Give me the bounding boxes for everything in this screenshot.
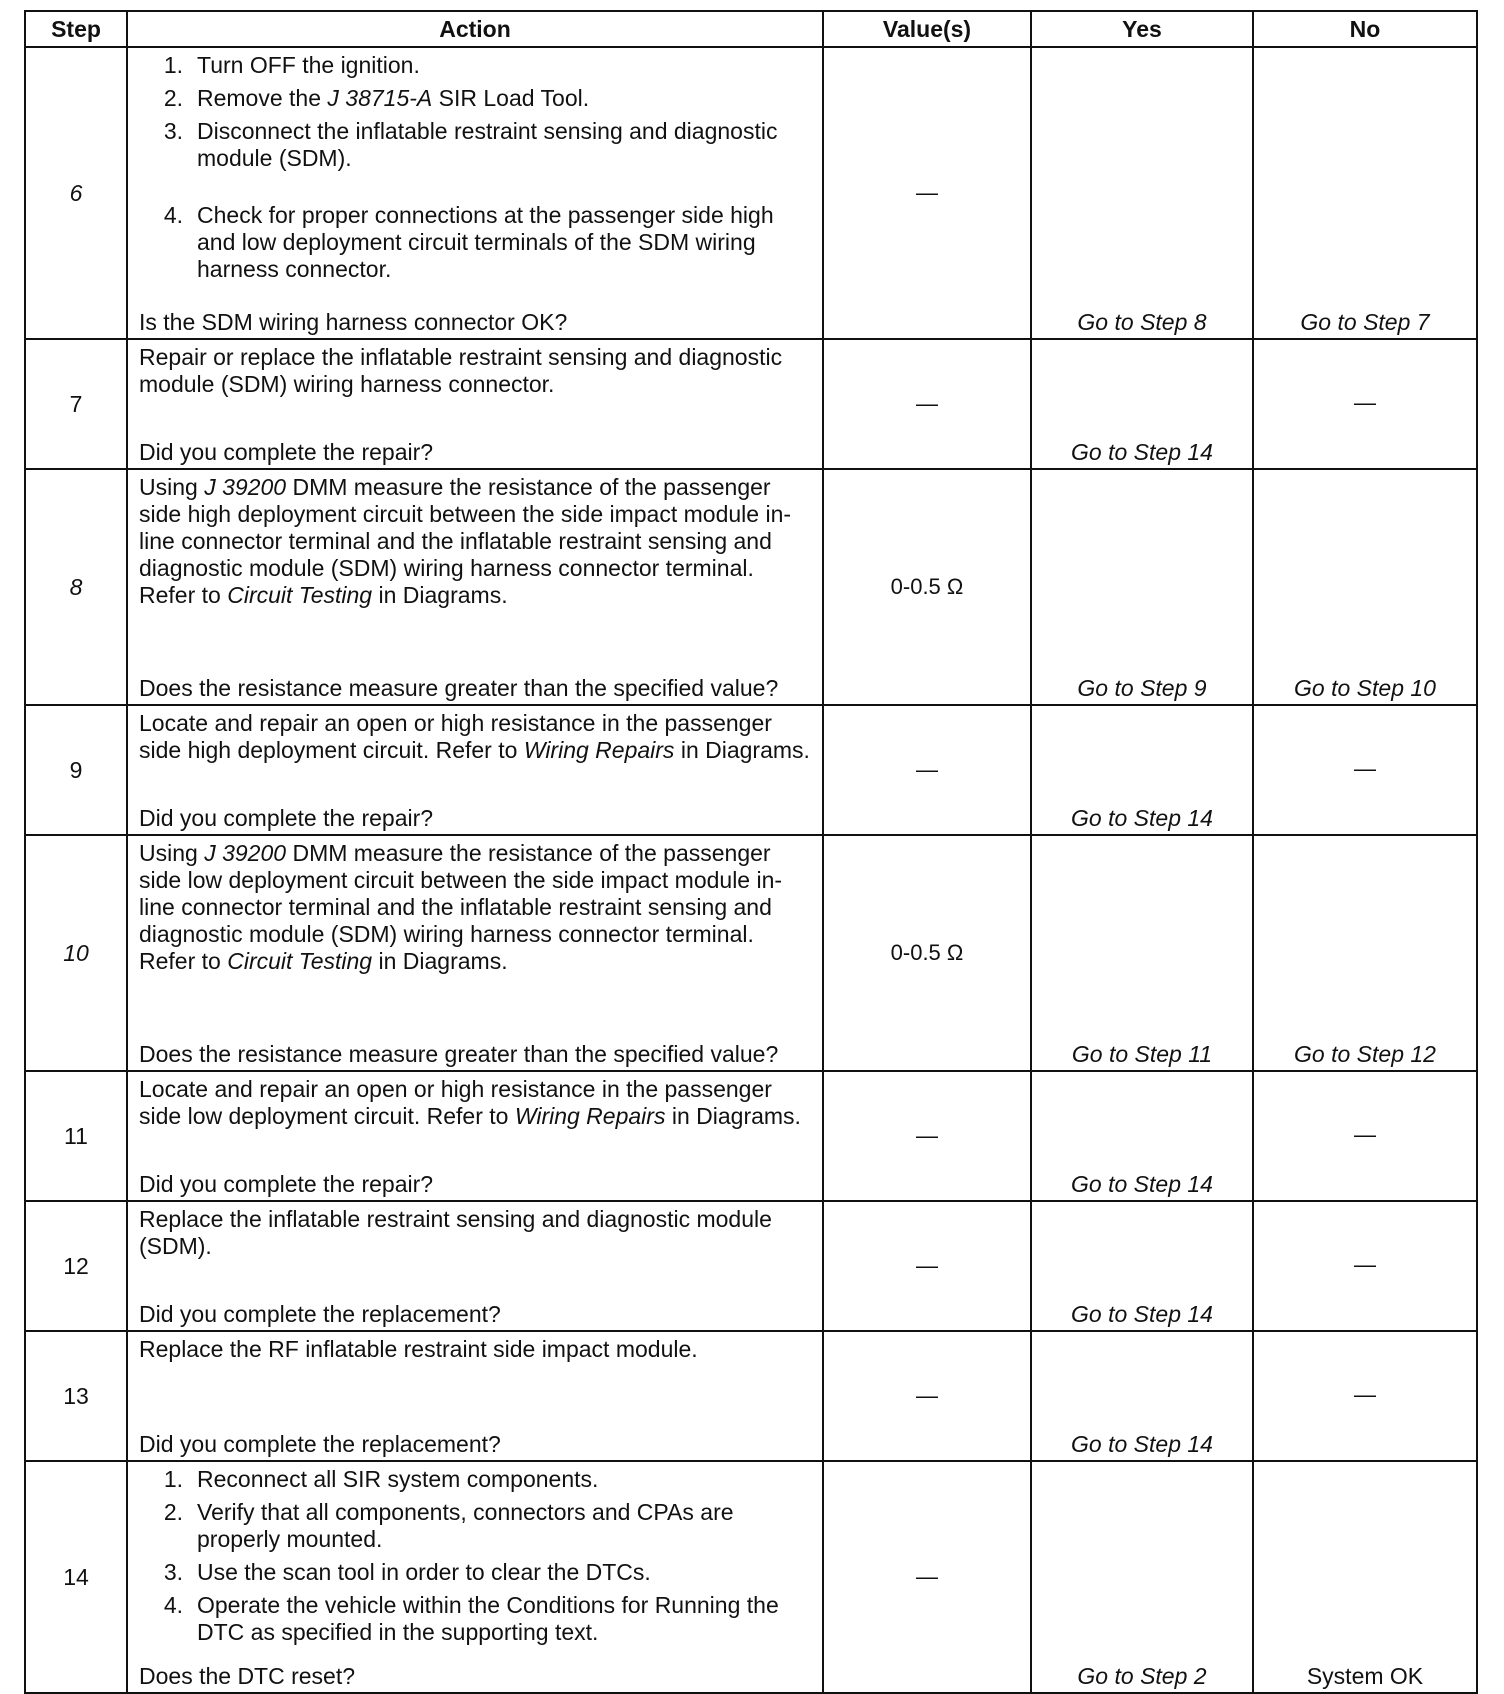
- table-row-step-13: [25, 1331, 1477, 1461]
- no-cell: —: [1253, 705, 1477, 835]
- list-item: 3. Use the scan tool in order to clear the DTCs.: [163, 1559, 651, 1585]
- step-number: 8: [25, 469, 127, 705]
- value-cell: —: [823, 339, 1031, 469]
- no-cell: —: [1253, 1071, 1477, 1201]
- action-text: Locate and repair an open or high resistance in the passenger side high deployment circuit. Refer to Wiring Repairs in Diagrams.: [139, 710, 810, 763]
- action-cell: [127, 1201, 823, 1331]
- table-row-step-12: [25, 1201, 1477, 1331]
- list-item: 4. Check for proper connections at the passenger side high and low deployment circuit terminals of the SDM wiring harness connector.: [163, 202, 774, 282]
- table-row-step-6: [25, 47, 1477, 339]
- table-row-step-7: [25, 339, 1477, 469]
- list-item: 1. Turn OFF the ignition.: [163, 52, 420, 78]
- question: Does the resistance measure greater than the specified value?: [139, 675, 779, 701]
- yes-cell: Go to Step 14: [1031, 705, 1253, 835]
- value-cell: —: [823, 705, 1031, 835]
- value-cell: —: [823, 1071, 1031, 1201]
- step-number: 6: [25, 47, 127, 339]
- step-number: 14: [25, 1461, 127, 1693]
- list-item: 1. Reconnect all SIR system components.: [163, 1466, 599, 1492]
- yes-cell: Go to Step 11: [1031, 835, 1253, 1071]
- no-cell: —: [1253, 339, 1477, 469]
- list-item: 2. Verify that all components, connectors and CPAs are properly mounted.: [163, 1499, 734, 1552]
- action-cell: [127, 705, 823, 835]
- yes-cell: Go to Step 8: [1031, 47, 1253, 339]
- table-row-step-11: [25, 1071, 1477, 1201]
- yes-cell: Go to Step 14: [1031, 1201, 1253, 1331]
- step-number: 7: [25, 339, 127, 469]
- action-cell: [127, 1331, 823, 1461]
- question: Did you complete the repair?: [139, 805, 434, 831]
- action-cell: [127, 339, 823, 469]
- question: Did you complete the repair?: [139, 439, 434, 465]
- value-cell: —: [823, 1331, 1031, 1461]
- header-values: Value(s): [823, 11, 1031, 47]
- yes-cell: Go to Step 14: [1031, 339, 1253, 469]
- question: Did you complete the repair?: [139, 1171, 434, 1197]
- list-item: 3. Disconnect the inflatable restraint sensing and diagnostic module (SDM).: [163, 118, 778, 171]
- yes-cell: Go to Step 14: [1031, 1071, 1253, 1201]
- step-number: 13: [25, 1331, 127, 1461]
- value-cell: —: [823, 1201, 1031, 1331]
- question: Is the SDM wiring harness connector OK?: [139, 309, 568, 335]
- yes-cell: Go to Step 14: [1031, 1331, 1253, 1461]
- action-cell: [127, 1071, 823, 1201]
- action-text: Using J 39200 DMM measure the resistance of the passenger side high deployment circuit between the side impact module in-line connector terminal and the inflatable restraint sensing and diagnostic module (SDM) wiring harness connector terminal. Refer to Circuit Testing in Diagrams.: [139, 474, 792, 608]
- no-cell: Go to Step 7: [1253, 47, 1477, 339]
- list-item: 2. Remove the J 38715-A SIR Load Tool.: [163, 85, 590, 111]
- action-text: Repair or replace the inflatable restraint sensing and diagnostic module (SDM) wiring harness connector.: [139, 344, 783, 397]
- question: Does the DTC reset?: [139, 1663, 356, 1689]
- question: Does the resistance measure greater than the specified value?: [139, 1041, 779, 1067]
- table-row-step-8: [25, 469, 1477, 705]
- header-yes: Yes: [1031, 11, 1253, 47]
- header-row: [25, 11, 1477, 47]
- value-cell: —: [823, 1461, 1031, 1693]
- list-item: 4. Operate the vehicle within the Conditions for Running the DTC as specified in the supporting text.: [163, 1592, 779, 1645]
- question: Did you complete the replacement?: [139, 1431, 501, 1457]
- action-cell: [127, 1461, 823, 1693]
- action-cell: [127, 469, 823, 705]
- step-number: 9: [25, 705, 127, 835]
- value-cell: 0-0.5 Ω: [823, 469, 1031, 705]
- action-cell: [127, 835, 823, 1071]
- header-no: No: [1253, 11, 1477, 47]
- value-cell: —: [823, 47, 1031, 339]
- no-cell: Go to Step 10: [1253, 469, 1477, 705]
- action-text: Replace the inflatable restraint sensing and diagnostic module (SDM).: [139, 1206, 772, 1259]
- action-list: [139, 1466, 812, 1652]
- action-cell: [127, 47, 823, 339]
- action-list: [139, 52, 812, 289]
- no-cell: System OK: [1253, 1461, 1477, 1693]
- table-row-step-9: [25, 705, 1477, 835]
- step-number: 12: [25, 1201, 127, 1331]
- diagnostic-table: [24, 10, 1478, 1694]
- action-text: Replace the RF inflatable restraint side impact module.: [139, 1336, 698, 1362]
- table-row-step-14: [25, 1461, 1477, 1693]
- question: Did you complete the replacement?: [139, 1301, 501, 1327]
- no-cell: —: [1253, 1201, 1477, 1331]
- value-cell: 0-0.5 Ω: [823, 835, 1031, 1071]
- table-row-step-10: [25, 835, 1477, 1071]
- no-cell: Go to Step 12: [1253, 835, 1477, 1071]
- action-text: Using J 39200 DMM measure the resistance of the passenger side low deployment circuit between the side impact module in-line connector terminal and the inflatable restraint sensing and diagnostic module (SDM) wiring harness connector terminal. Refer to Circuit Testing in Diagrams.: [139, 840, 783, 974]
- action-text: Locate and repair an open or high resistance in the passenger side low deployment circuit. Refer to Wiring Repairs in Diagrams.: [139, 1076, 801, 1129]
- header-action: Action: [127, 11, 823, 47]
- header-step: Step: [25, 11, 127, 47]
- yes-cell: Go to Step 9: [1031, 469, 1253, 705]
- no-cell: —: [1253, 1331, 1477, 1461]
- yes-cell: Go to Step 2: [1031, 1461, 1253, 1693]
- step-number: 11: [25, 1071, 127, 1201]
- step-number: 10: [25, 835, 127, 1071]
